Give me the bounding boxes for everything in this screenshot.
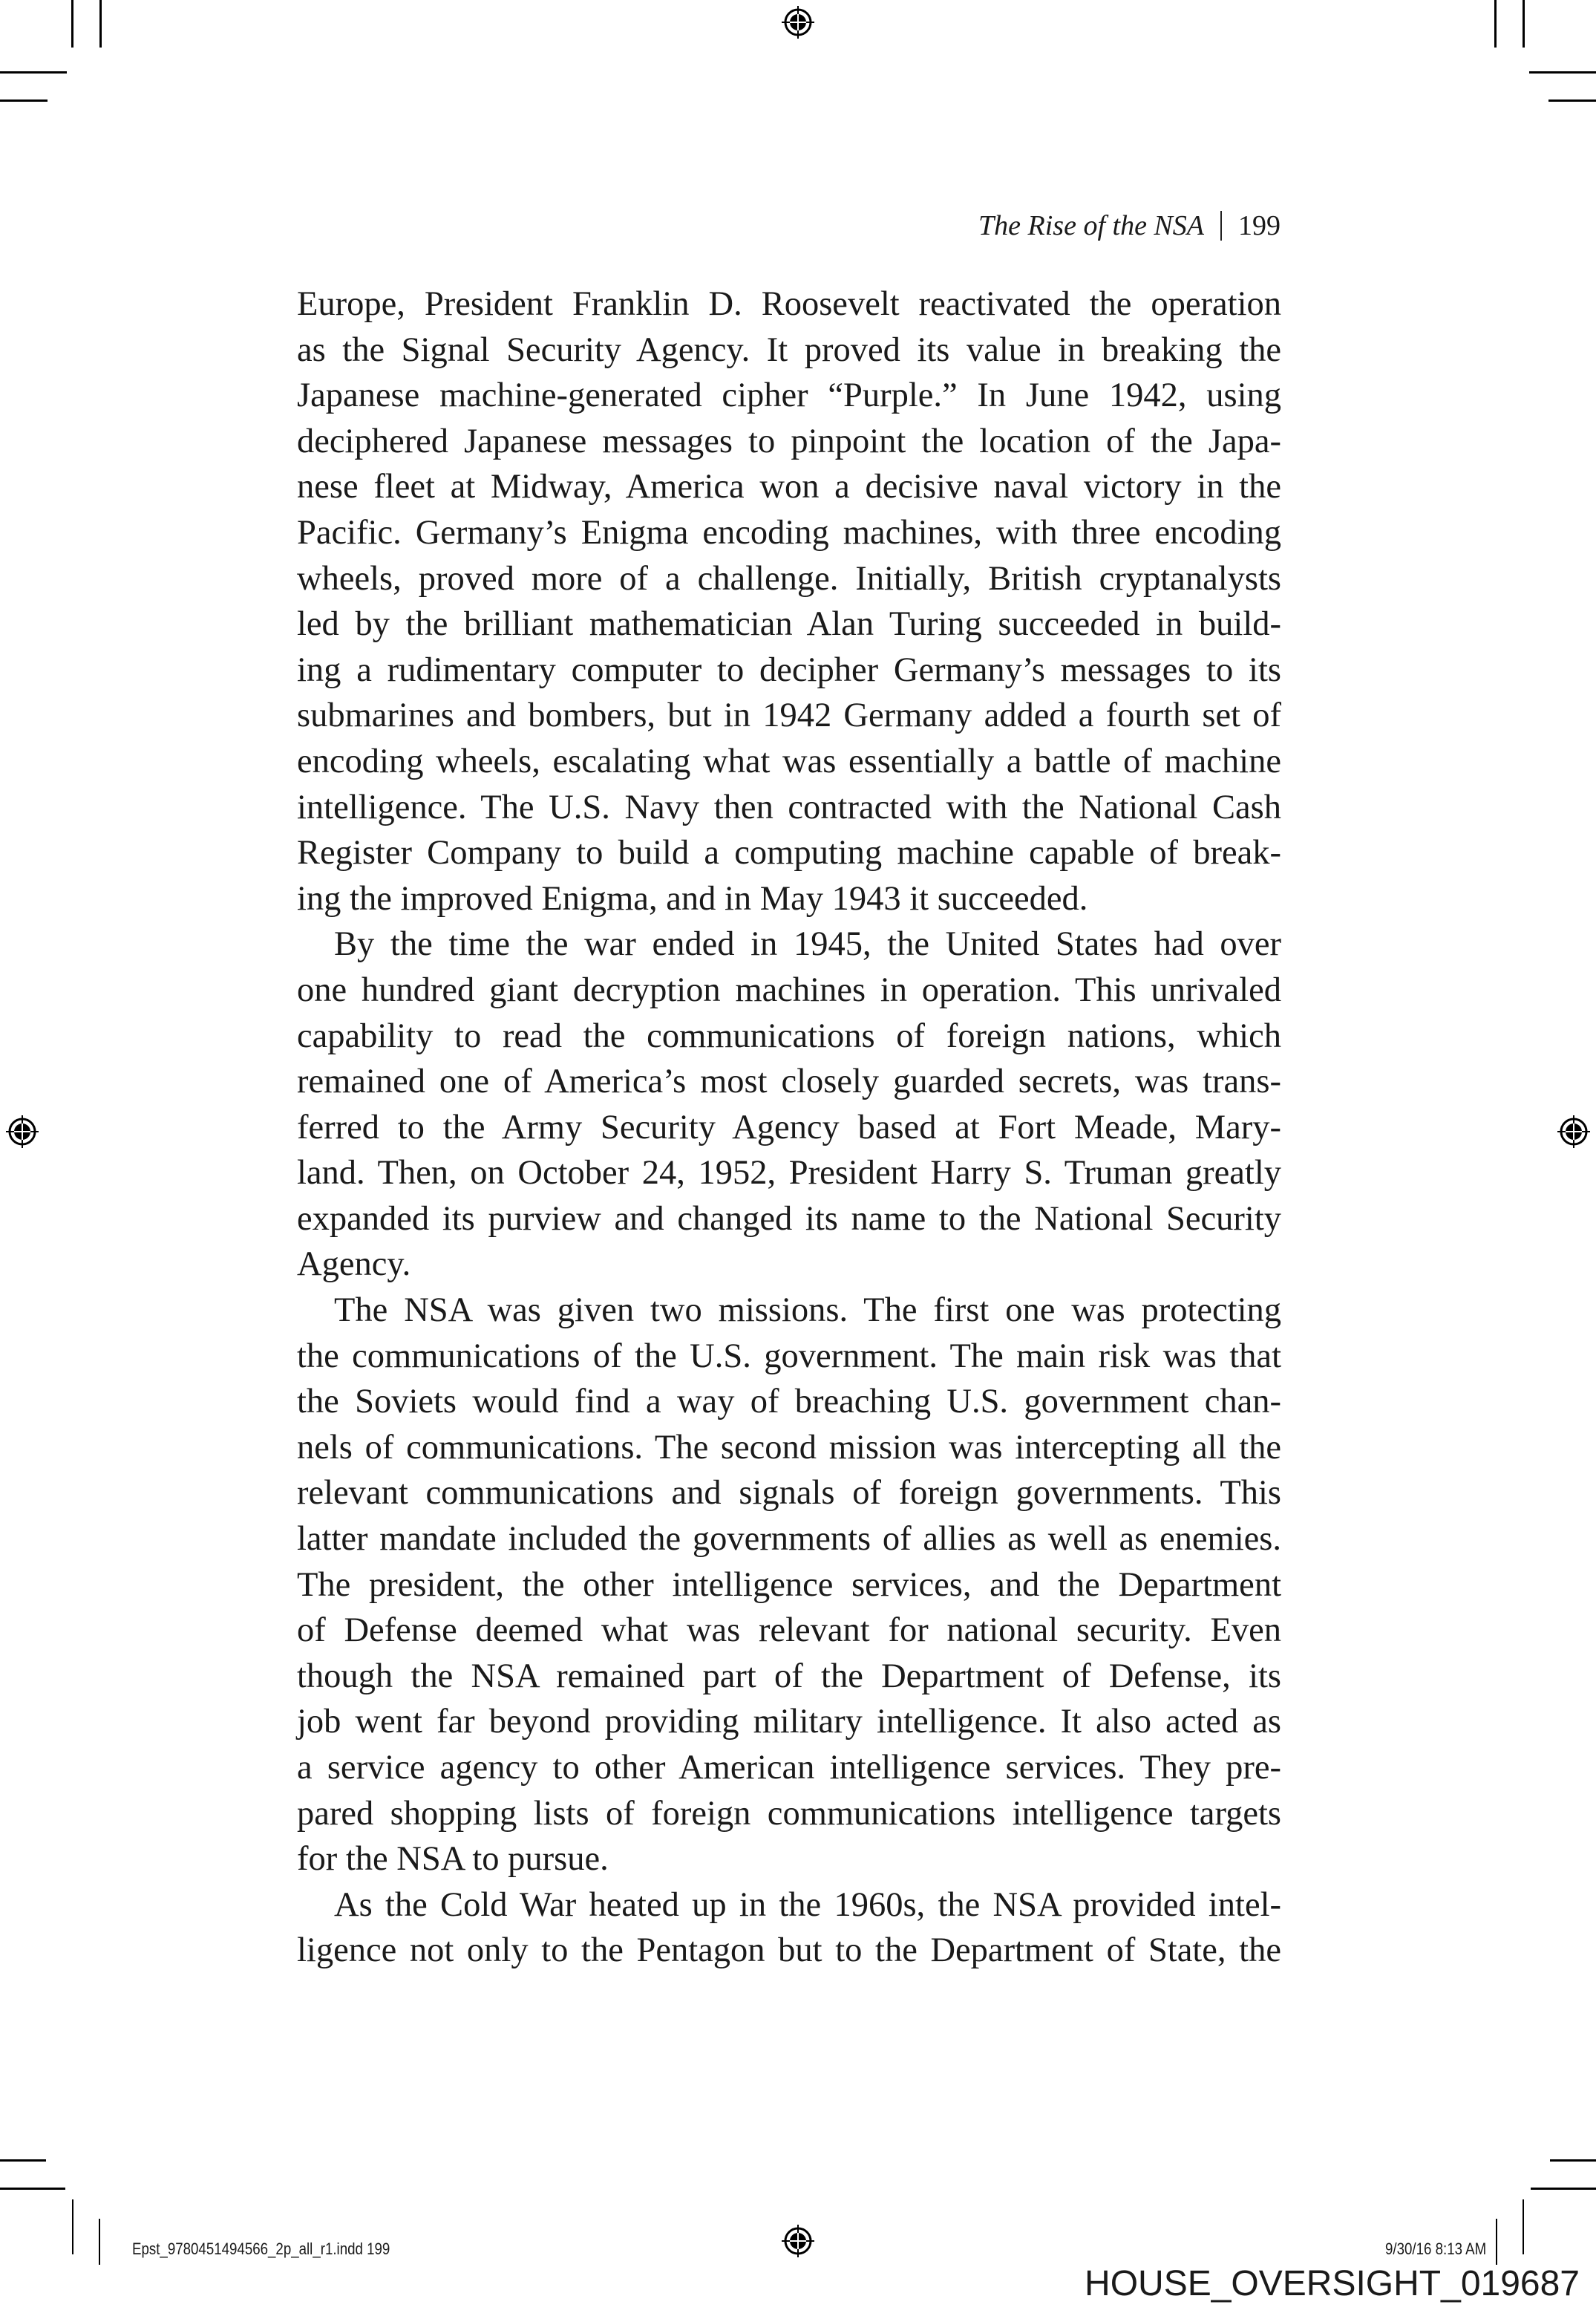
crop-mark (1494, 0, 1497, 48)
text-line: Japanese machine-generated cipher “Purple.” In June 1942, using (297, 376, 1281, 415)
text-line: of Defense deemed what was relevant for national security. Even (297, 1611, 1281, 1650)
text-line: ing the improved Enigma, and in May 1943 it succeeded. (297, 879, 1088, 918)
text-line: capability to read the communications of foreign nations, which (297, 1017, 1281, 1055)
crop-mark (0, 100, 48, 102)
text-line: one hundred giant decryption machines in operation. This unrivaled (297, 971, 1281, 1009)
registration-mark-icon (782, 6, 814, 39)
text-line: remained one of America’s most closely guarded secrets, was trans- (297, 1063, 1281, 1101)
text-line: relevant communications and signals of foreign governments. This (297, 1474, 1281, 1513)
text-line: Europe, President Franklin D. Roosevelt reactivated the operation (297, 285, 1281, 323)
text-line: though the NSA remained part of the Department of Defense, its (297, 1657, 1281, 1695)
text-line: By the time the war ended in 1945, the United States had over (334, 925, 1281, 964)
text-line: nels of communications. The second mission was intercepting all the (297, 1428, 1281, 1467)
text-line: Agency. (297, 1245, 411, 1284)
text-line: The president, the other intelligence services, and the Department (297, 1565, 1281, 1604)
crop-mark (1529, 71, 1596, 74)
slug-file-info: Epst_9780451494566_2p_all_r1.indd 199 (132, 2240, 390, 2258)
running-head-title: The Rise of the NSA (978, 210, 1204, 241)
bates-number: HOUSE_OVERSIGHT_019687 (1085, 2264, 1580, 2303)
text-line: latter mandate included the governments of allies as well as enemies. (297, 1520, 1281, 1559)
text-line: pared shopping lists of foreign communications intelligence targets (297, 1794, 1281, 1833)
registration-mark-icon (6, 1115, 39, 1148)
text-line: encoding wheels, escalating what was essentially a battle of machine (297, 742, 1281, 780)
crop-mark (99, 2219, 100, 2265)
text-line: The NSA was given two missions. The first one was protecting (334, 1291, 1281, 1330)
crop-mark (71, 0, 73, 48)
text-line: deciphered Japanese messages to pinpoint the location of the Japa- (297, 422, 1281, 460)
text-line: submarines and bombers, but in 1942 Germany added a fourth set of (297, 697, 1281, 735)
crop-mark (1496, 2219, 1497, 2265)
text-line: the Soviets would find a way of breaching U.S. government chan- (297, 1383, 1281, 1421)
crop-mark (1548, 100, 1596, 102)
text-line: a service agency to other American intelligence services. They pre- (297, 1749, 1281, 1787)
crop-mark (1523, 2199, 1524, 2254)
text-line: intelligence. The U.S. Navy then contracted with the National Cash (297, 788, 1281, 826)
text-line: as the Signal Security Agency. It proved its value in breaking the (297, 330, 1281, 369)
text-line: nese fleet at Midway, America won a decisive naval victory in the (297, 468, 1281, 506)
registration-mark-icon (782, 2225, 814, 2257)
running-head (978, 209, 1281, 242)
text-line: expanded its purview and changed its name to the National Security (297, 1199, 1281, 1238)
text-line: ligence not only to the Pentagon but to the Department of State, the (297, 1931, 1281, 1970)
crop-mark (72, 2199, 73, 2254)
page-number: 199 (1238, 210, 1281, 241)
registration-mark-icon (1557, 1115, 1590, 1148)
crop-mark (99, 0, 102, 48)
crop-mark (1523, 0, 1525, 48)
text-line: ferred to the Army Security Agency based at Fort Meade, Mary- (297, 1108, 1281, 1146)
crop-mark (1531, 2188, 1596, 2190)
text-line: Pacific. Germany’s Enigma encoding machines, with three encoding (297, 513, 1281, 552)
crop-mark (0, 71, 67, 74)
text-line: job went far beyond providing military intelligence. It also acted as (297, 1703, 1281, 1741)
text-line: Register Company to build a computing machine capable of break- (297, 834, 1281, 872)
text-line: ing a rudimentary computer to decipher Germany’s messages to its (297, 650, 1281, 689)
text-line: for the NSA to pursue. (297, 1840, 609, 1879)
body-text (297, 281, 1281, 1974)
slug-datetime: 9/30/16 8:13 AM (1384, 2240, 1486, 2258)
text-line: the communications of the U.S. government. The main risk was that (297, 1337, 1281, 1375)
text-line: led by the brilliant mathematician Alan Turing succeeded in build- (297, 605, 1281, 644)
text-line: As the Cold War heated up in the 1960s, the NSA provided intel- (334, 1885, 1281, 1924)
crop-mark (0, 2188, 65, 2190)
crop-mark (1550, 2159, 1596, 2162)
text-line: land. Then, on October 24, 1952, President Harry S. Truman greatly (297, 1154, 1281, 1193)
crop-mark (0, 2159, 46, 2162)
text-line: wheels, proved more of a challenge. Initially, British cryptanalysts (297, 559, 1281, 598)
divider (1220, 211, 1222, 241)
